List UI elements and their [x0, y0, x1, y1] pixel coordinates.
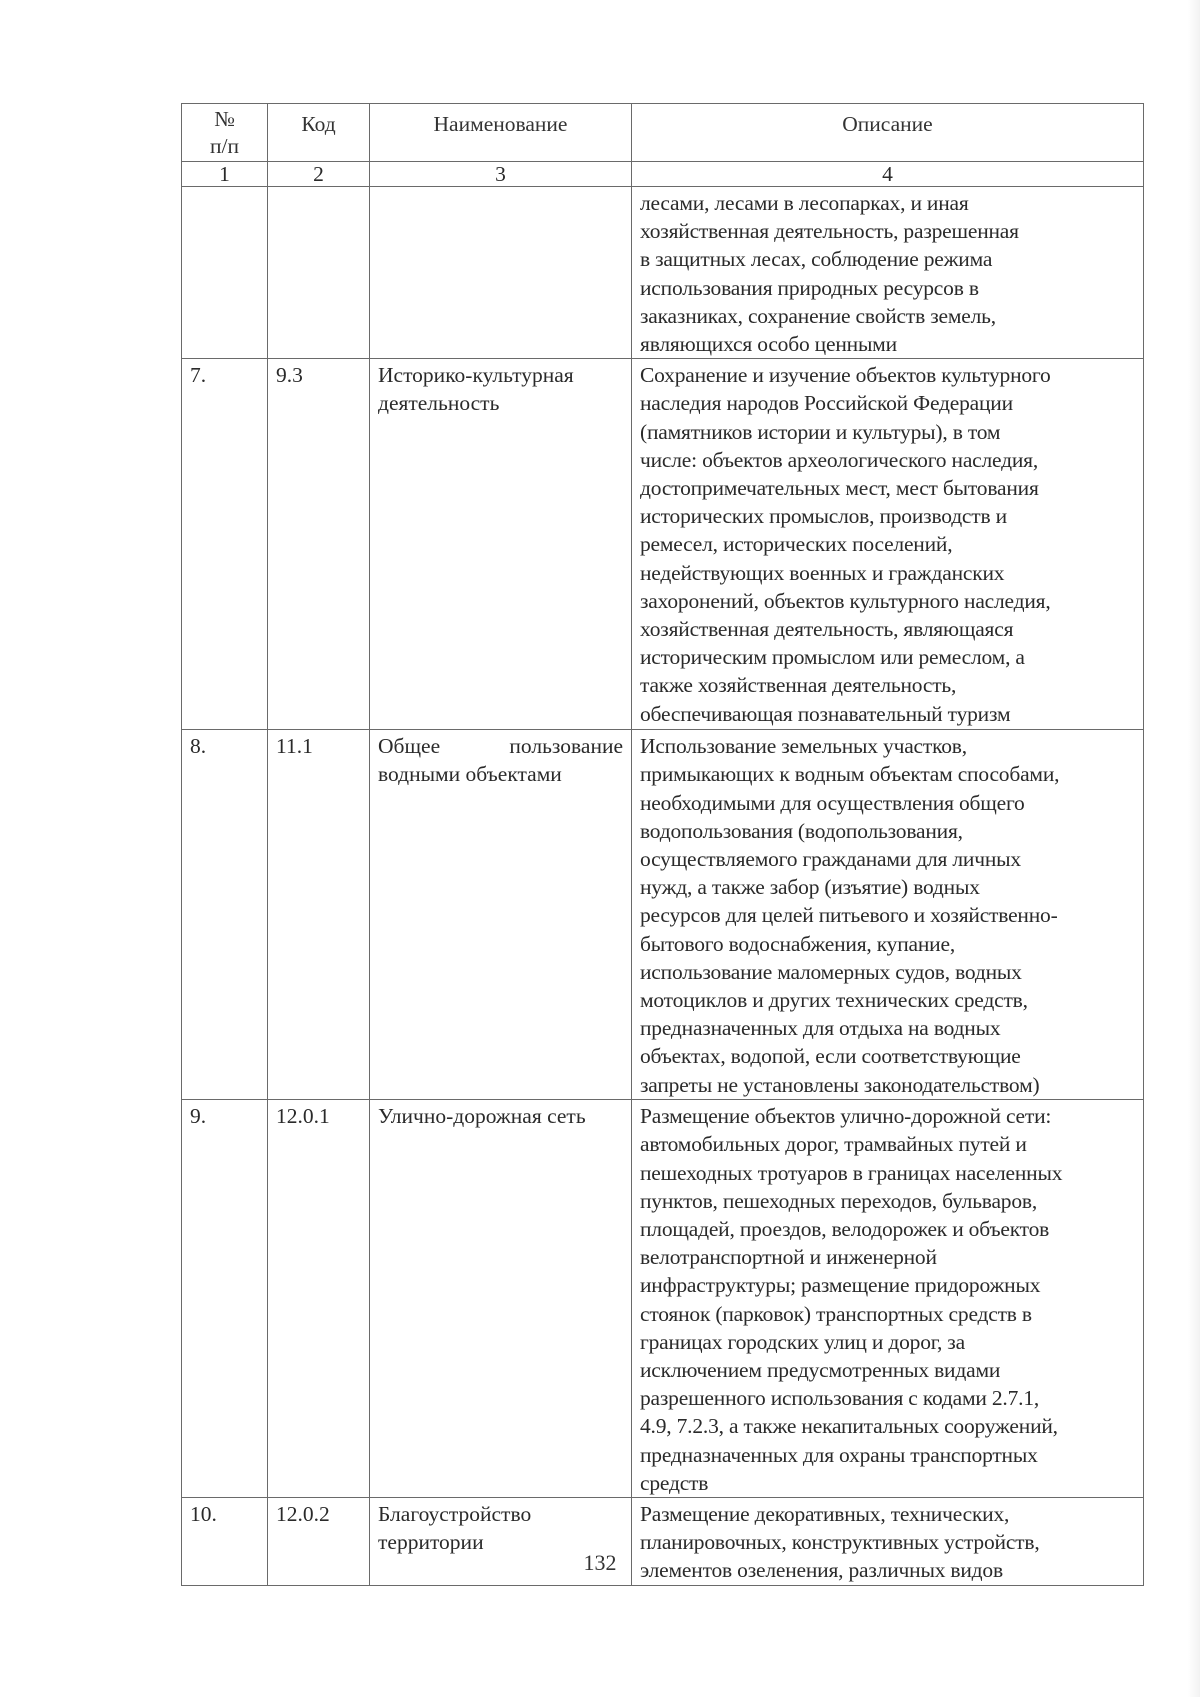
cell-name	[370, 187, 632, 359]
table-row	[182, 730, 1144, 1100]
cell-num: 10.	[182, 1498, 268, 1586]
cell-code: 12.0.2	[268, 1498, 370, 1586]
header-name: Наименование	[370, 104, 632, 162]
cell-desc: Размещение декоративных, технических, планировочных, конструктивных устройств, элементов озеленения, различных видов	[632, 1498, 1144, 1586]
cell-num: 9.	[182, 1100, 268, 1498]
cell-desc: Сохранение и изучение объектов культурного наследия народов Российской Федерации (памятников истории и культуры), в том числе: объектов археологического наследия, достопримечательных мест, мест бытования исторических промыслов, производств и ремесел, исторических поселений, недействующих военных и гражданских захоронений, объектов культурного наследия, хозяйственная деятельность, являющаяся историческим промыслом или ремеслом, а также хозяйственная деятельность, обеспечивающая познавательный туризм	[632, 359, 1144, 730]
cell-desc: Размещение объектов улично-дорожной сети: автомобильных дорог, трамвайных путей и пешеходных тротуаров в границах населенных пунктов, пешеходных переходов, бульваров, площадей, проездов, велодорожек и объектов велотранспортной и инженерной инфраструктуры; размещение придорожных стоянок (парковок) транспортных средств в границах городских улиц и дорог, за исключением предусмотренных видами разрешенного использования с кодами 2.7.1, 4.9, 7.2.3, а также некапитальных сооружений, предназначенных для охраны транспортных средств	[632, 1100, 1144, 1498]
cell-name: Общее пользование водными объектами	[370, 730, 632, 1100]
cell-code	[268, 187, 370, 359]
land-use-table	[181, 103, 1144, 1586]
column-number: 3	[370, 162, 632, 187]
cell-num: 7.	[182, 359, 268, 730]
table-row	[182, 359, 1144, 730]
cell-name: Улично-дорожная сеть	[370, 1100, 632, 1498]
cell-code: 9.3	[268, 359, 370, 730]
cell-name: Историко-культурная деятельность	[370, 359, 632, 730]
cell-name: Благоустройство территории	[370, 1498, 632, 1586]
cell-code: 11.1	[268, 730, 370, 1100]
scan-edge-shadow	[1188, 0, 1200, 1697]
table-row-continuation	[182, 187, 1144, 359]
column-number: 2	[268, 162, 370, 187]
column-number: 4	[632, 162, 1144, 187]
table-header-row	[182, 104, 1144, 162]
cell-code: 12.0.1	[268, 1100, 370, 1498]
header-num: № п/п	[182, 104, 268, 162]
header-code: Код	[268, 104, 370, 162]
cell-num: 8.	[182, 730, 268, 1100]
header-desc: Описание	[632, 104, 1144, 162]
cell-desc: Использование земельных участков, примыкающих к водным объектам способами, необходимыми для осуществления общего водопользования (водопользования, осуществляемого гражданами для личных нужд, а также забор (изъятие) водных ресурсов для целей питьевого и хозяйственно- бытового водоснабжения, купание, использование маломерных судов, водных мотоциклов и других технических средств, предназначенных для отдыха на водных объектах, водопой, если соответствующие запреты не установлены законодательством)	[632, 730, 1144, 1100]
table-row	[182, 1100, 1144, 1498]
column-number-row	[182, 162, 1144, 187]
column-number: 1	[182, 162, 268, 187]
cell-desc: лесами, лесами в лесопарках, и иная хозяйственная деятельность, разрешенная в защитных лесах, соблюдение режима использования природных ресурсов в заказниках, сохранение свойств земель, являющихся особо ценными	[632, 187, 1144, 359]
page-number: 132	[583, 1550, 617, 1575]
cell-num	[182, 187, 268, 359]
